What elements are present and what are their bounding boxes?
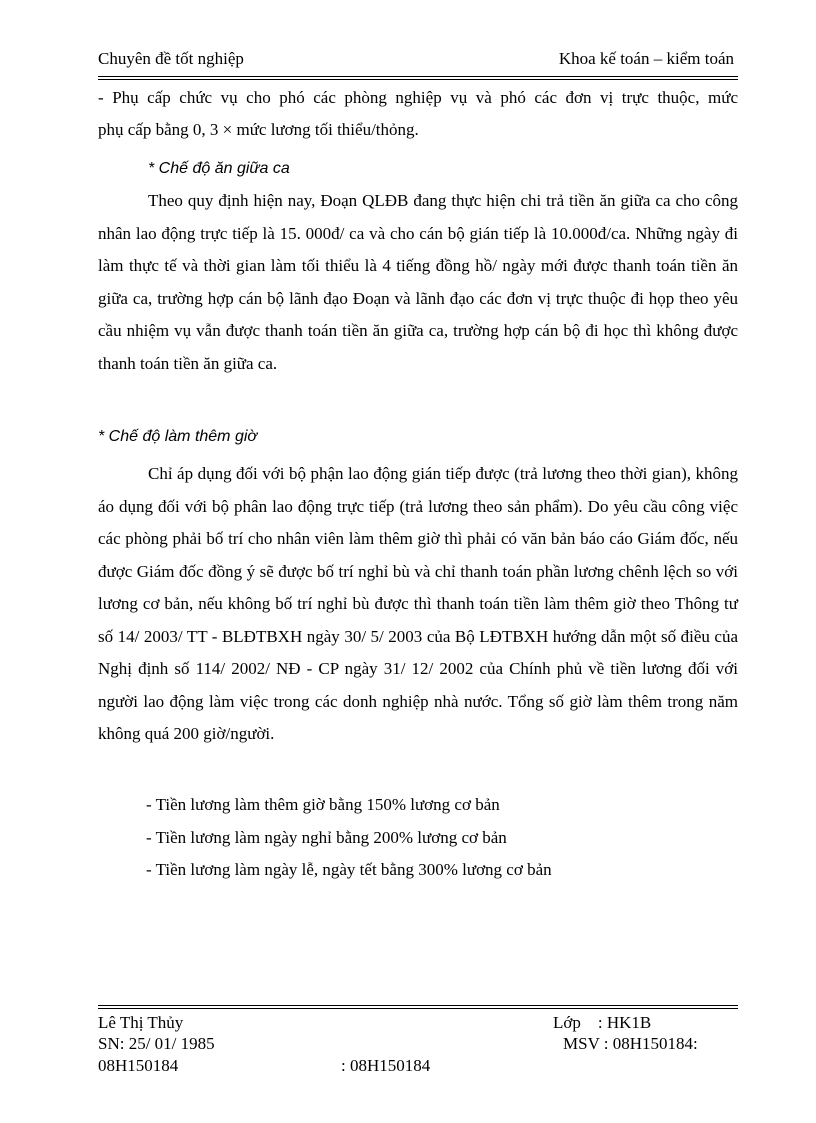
header-department: Khoa kế toán – kiểm toán xyxy=(558,49,734,68)
footer-student-id: MSV : 08H150184: xyxy=(563,1034,698,1053)
footer-code-middle: : 08H150184 xyxy=(341,1056,431,1075)
footer-code-left: 08H150184 xyxy=(98,1056,179,1075)
paragraph-meal-regime: Theo quy định hiện nay, Đoạn QLĐB đang thực hiện chi trả tiền ăn giữa ca cho công nhân lao động trực tiếp là 15. 000đ/ ca và cho cán bộ gián tiếp là 10.000đ/ca. Những ngày đi làm thực tế và thời gian làm tối thiểu là 4 tiếng đồng hồ/ ngày mới được thanh toán tiền ăn giữa ca, trường hợp cán bộ lãnh đạo Đoạn và lãnh đạo các đơn vị trực thuộc đi họp theo yêu cầu nhiệm vụ vẫn được thanh toán tiền ăn giữa ca, trường hợp cán bộ đi học thì không được thanh toán tiền ăn giữa ca. xyxy=(98,191,738,373)
footer-rule xyxy=(98,1005,738,1009)
paragraph-allowance-line1: - Phụ cấp chức vụ cho phó các phòng nghiệp vụ và phó các đơn vị trực thuộc, mức xyxy=(98,88,738,107)
paragraph-allowance-line2: phụ cấp bằng 0, 3 × mức lương tối thiểu/thỏng. xyxy=(98,120,419,139)
bullet-overtime-rate: - Tiền lương làm thêm giờ bằng 150% lương cơ bản xyxy=(146,795,500,814)
footer-student-name: Lê Thị Thủy xyxy=(98,1013,184,1032)
header-title: Chuyên đề tốt nghiệp xyxy=(98,49,244,68)
heading-meal-regime: * Chế độ ăn giữa ca xyxy=(148,160,290,177)
page-header xyxy=(98,49,738,73)
footer-class: Lớp : HK1B xyxy=(553,1013,652,1032)
heading-overtime-regime: * Chế độ làm thêm giờ xyxy=(98,428,258,445)
header-rule xyxy=(98,76,738,80)
bullet-holiday-rate: - Tiền lương làm ngày lễ, ngày tết bằng 300% lương cơ bản xyxy=(146,860,552,879)
paragraph-overtime-regime: Chỉ áp dụng đối với bộ phận lao động gián tiếp được (trả lương theo thời gian), không áo dụng đối với bộ phân lao động trực tiếp (trả lương theo sản phẩm). Do yêu cầu công việc các phòng phải bố trí cho nhân viên làm thêm giờ thì phải có văn bản báo cáo Giám đốc, nếu được Giám đốc đồng ý sẽ được bố trí nghỉ bù và chỉ thanh toán phần lương chênh lệch so với lương cơ bản, nếu không bố trí nghỉ bù được thì thanh toán tiền làm thêm giờ theo Thông tư số 14/ 2003/ TT - BLĐTBXH ngày 30/ 5/ 2003 của Bộ LĐTBXH hướng dẫn một số điều của Nghị định số 114/ 2002/ NĐ - CP ngày 31/ 12/ 2002 của Chính phủ về tiền lương đối với người lao động làm việc trong các donh nghiệp nhà nước. Tổng số giờ làm thêm trong năm không quá 200 giờ/người. xyxy=(98,464,738,743)
bullet-dayoff-rate: - Tiền lương làm ngày nghỉ bằng 200% lương cơ bản xyxy=(146,828,507,847)
footer-birth-date: SN: 25/ 01/ 1985 xyxy=(98,1034,215,1053)
